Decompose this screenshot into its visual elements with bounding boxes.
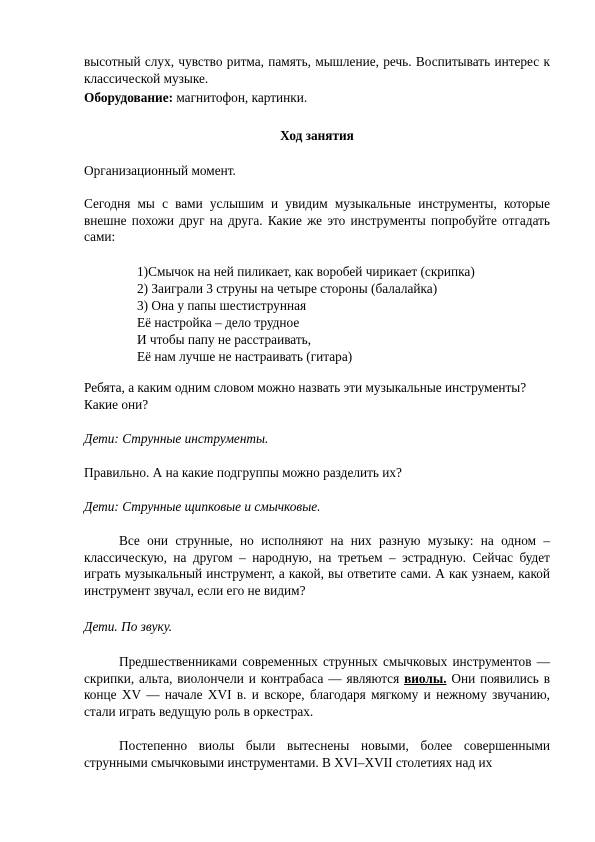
- equipment-line: [84, 90, 550, 107]
- today-paragraph: Сегодня мы с вами услышим и увидим музыкальные инструменты, которые внешне похожи друг на друга. Какие же это инструменты попробуйте отгадать сами:: [84, 196, 550, 244]
- strings-paragraph: Все они струнные, но исполняют на них разную музыку: на одном – классическую, на другом – народную, на третьем – эстрадную. Сейчас будет играть музыкальный инструмент, а какой, вы ответите сами. А как узнаем, какой инструмент звучал, если его не видим?: [84, 533, 550, 598]
- equipment-label: Оборудование:: [84, 90, 174, 105]
- answer-1: Дети: Струнные инструменты.: [84, 431, 269, 446]
- riddle-line: 1)Смычок на ней пиликает, как воробей чирикает (скрипка): [137, 264, 475, 279]
- section-heading: Ход занятия: [280, 128, 354, 143]
- viols-paragraph: [84, 654, 550, 720]
- viols-text-after: Они появились в конце XV — начале XVI в. и вскоре, благодаря мягкому и нежному звучанию, стали играть ведущую роль в оркестрах.: [84, 670, 550, 719]
- question-2: Правильно. А на какие подгруппы можно разделить их?: [84, 465, 402, 480]
- riddle-line: 2) Заиграли 3 струны на четыре стороны (балалайка): [137, 281, 438, 296]
- question-1: Ребята, а каким одним словом можно назвать эти музыкальные инструменты? Какие они?: [84, 380, 527, 412]
- answer-3: Дети. По звуку.: [84, 619, 173, 634]
- viols-text-before: Предшественниками современных струнных смычковых инструментов — скрипки, альта, виолончели и контрабаса — являются: [84, 654, 550, 686]
- equipment-text: магнитофон, картинки.: [173, 90, 308, 105]
- riddle-line: Её нам лучше не настраивать (гитара): [137, 349, 353, 364]
- org-moment: Организационный момент.: [84, 163, 236, 178]
- answer-2: Дети: Струнные щипковые и смычковые.: [84, 499, 321, 514]
- riddle-line: И чтобы папу не расстраивать,: [137, 332, 312, 347]
- riddle-line: 3) Она у папы шестиструнная: [137, 298, 307, 313]
- gradually-paragraph: Постепенно виолы были вытеснены новыми, более совершенными струнными смычковыми инструментами. В XVI–XVII столетиях над их: [84, 738, 550, 770]
- riddles-block: [137, 263, 537, 365]
- viols-link[interactable]: виолы.: [404, 670, 447, 686]
- intro-paragraph: высотный слух, чувство ритма, память, мышление, речь. Воспитывать интерес к классической музыке.: [84, 54, 550, 86]
- riddle-line: Её настройка – дело трудное: [137, 315, 300, 330]
